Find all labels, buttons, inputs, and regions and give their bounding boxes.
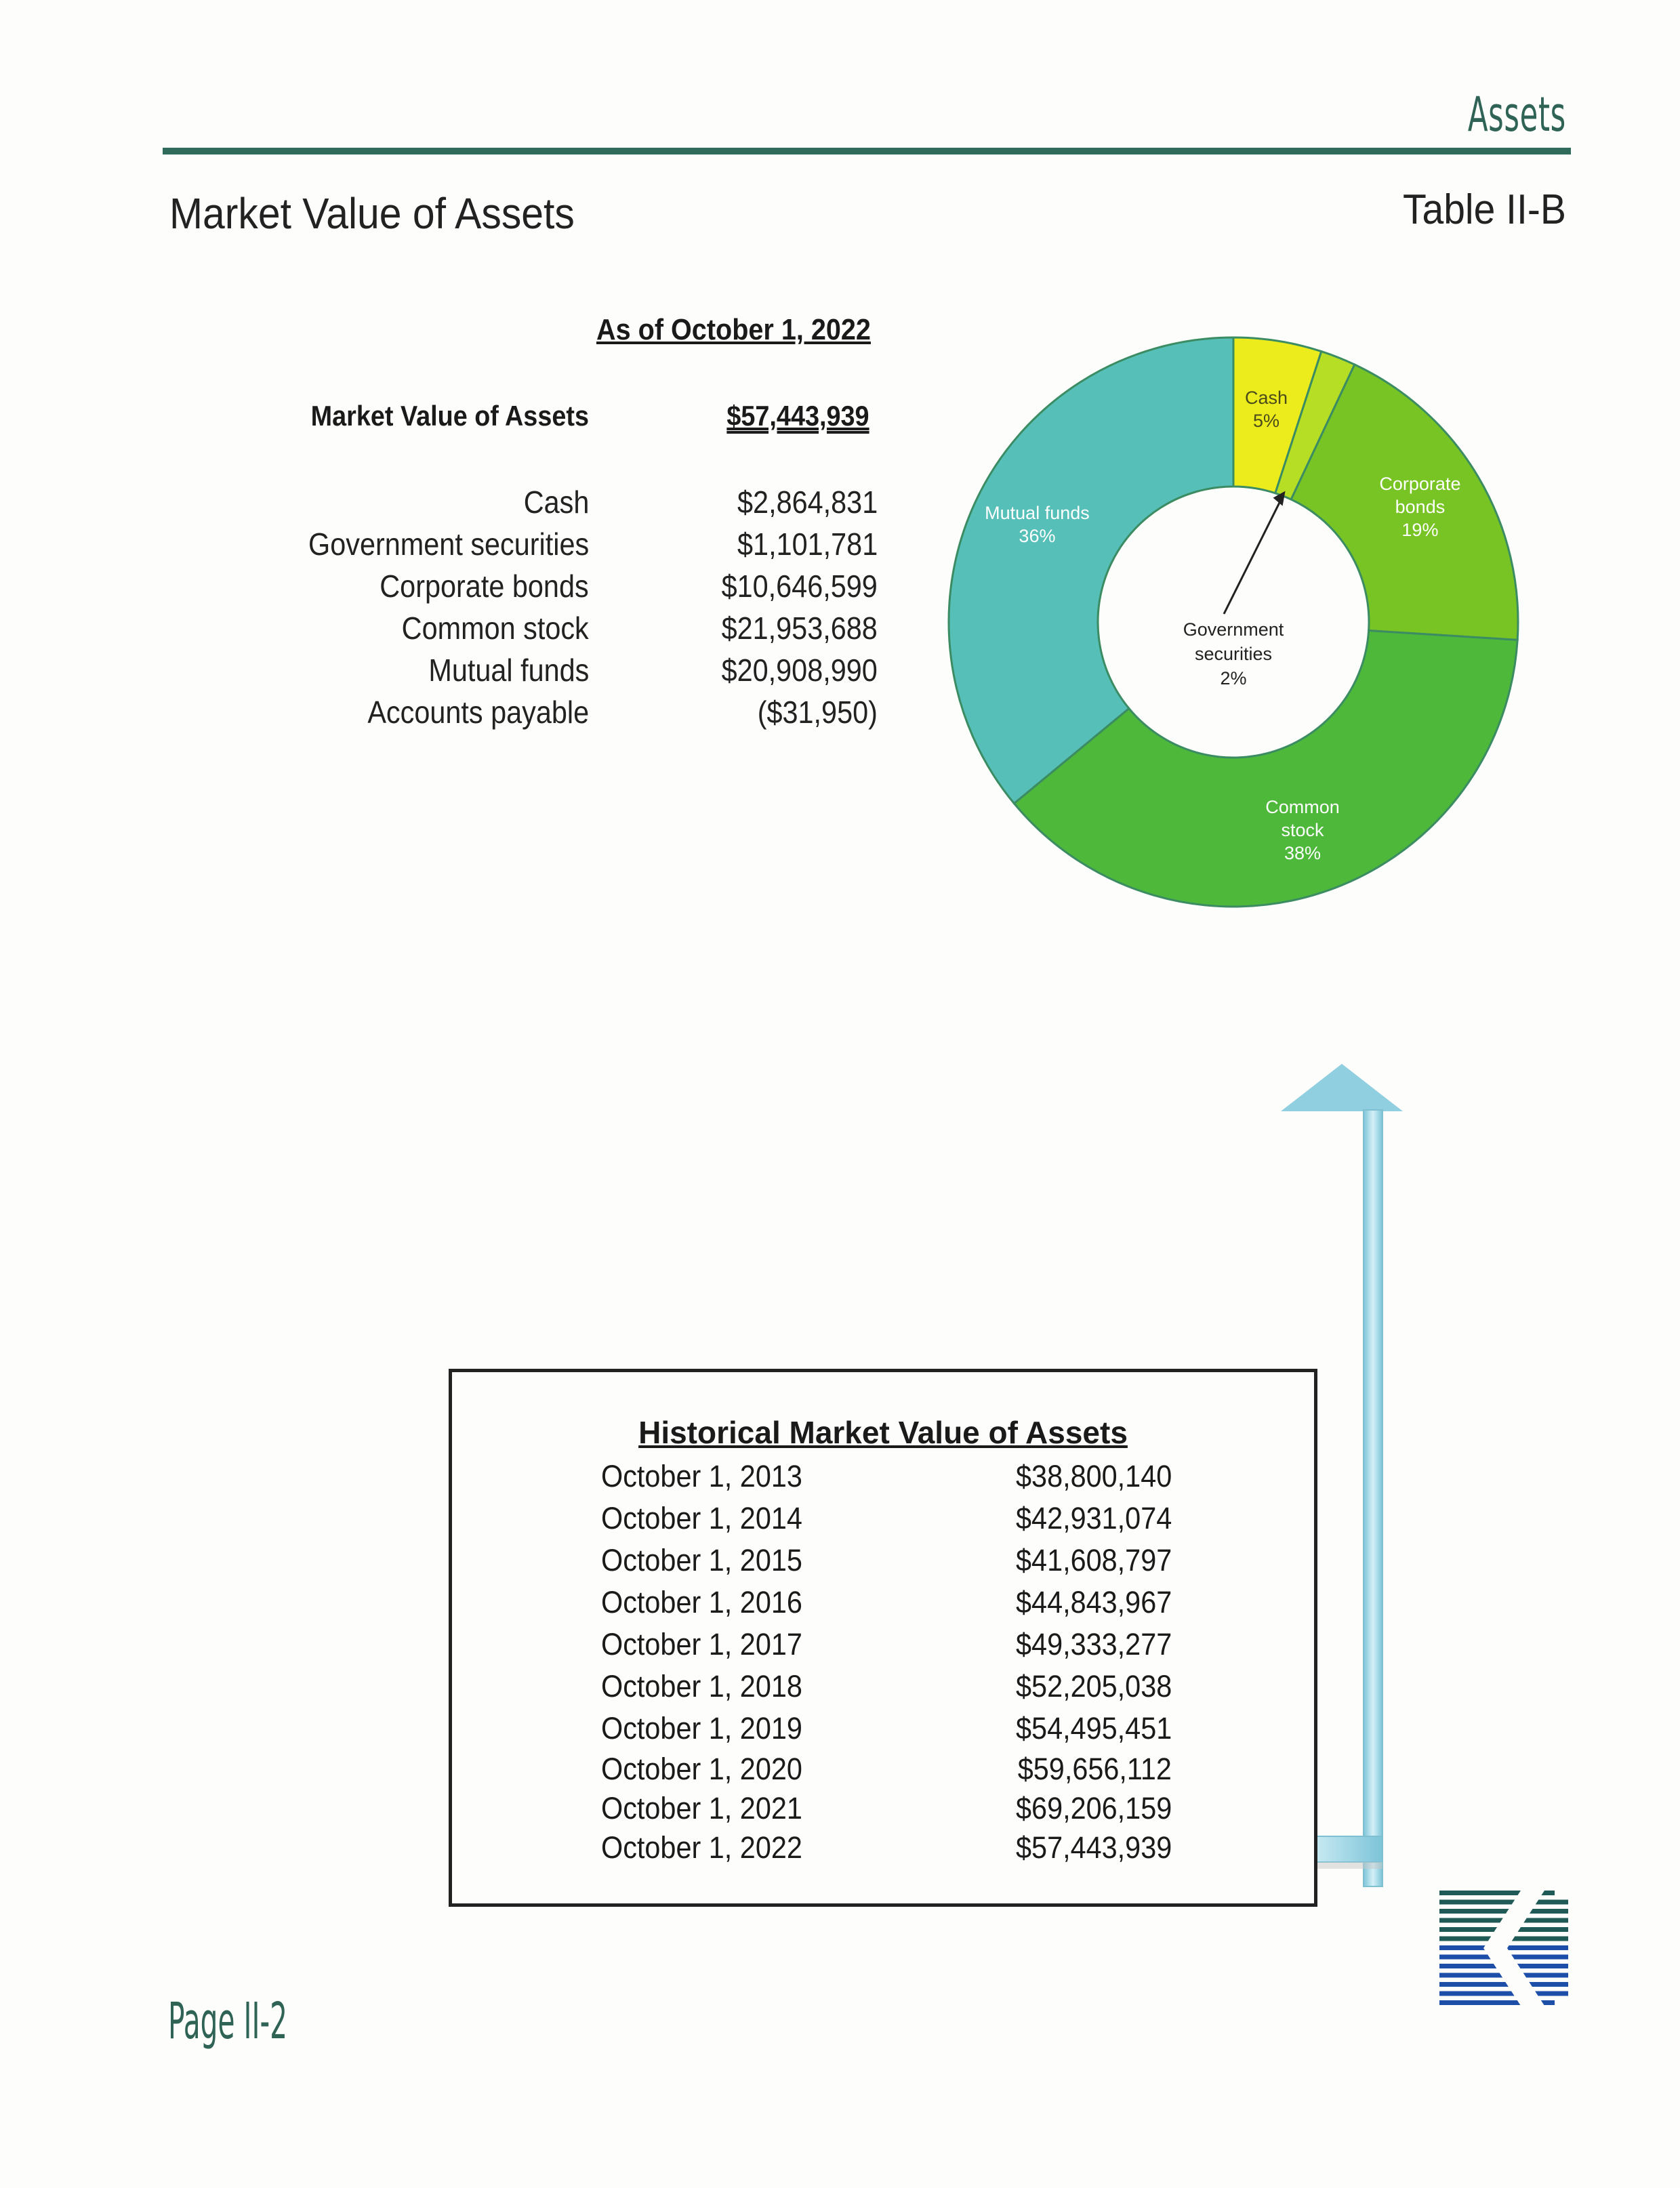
page-number: Page II-2 (168, 1992, 288, 2050)
logo-stripe (1439, 1900, 1568, 1905)
history-value: $44,843,967 (1015, 1585, 1172, 1619)
history-row (452, 1627, 1314, 1668)
logo-stripe (1439, 1991, 1568, 1996)
asset-allocation-chart (942, 331, 1525, 913)
history-date: October 1, 2018 (601, 1669, 802, 1704)
donut-label: Cash 5% (1244, 387, 1288, 431)
history-row (452, 1459, 1314, 1500)
summary-row-value: $10,646,599 (721, 569, 878, 604)
history-row (452, 1711, 1314, 1752)
history-value: $38,800,140 (1015, 1459, 1172, 1493)
summary-row-value: $1,101,781 (737, 527, 878, 562)
history-row (452, 1830, 1314, 1871)
history-value: $49,333,277 (1015, 1627, 1172, 1661)
summary-row-label: Cash (523, 484, 589, 520)
callout-line (1224, 497, 1283, 614)
history-row (452, 1543, 1314, 1584)
summary-row-value: $2,864,831 (737, 484, 878, 520)
history-date: October 1, 2016 (601, 1585, 802, 1619)
history-row (452, 1669, 1314, 1710)
summary-row-label: Accounts payable (367, 695, 589, 730)
header-rule (163, 148, 1571, 154)
summary-row-value: ($31,950) (757, 695, 878, 730)
section-title: Assets (1468, 87, 1566, 142)
history-row (452, 1791, 1314, 1832)
history-value: $42,931,074 (1015, 1501, 1172, 1535)
history-date: October 1, 2015 (601, 1543, 802, 1577)
logo-stripe (1439, 1909, 1568, 1914)
summary-row-label: Government securities (308, 527, 589, 562)
history-value: $59,656,112 (1017, 1752, 1172, 1786)
summary-row-label: Mutual funds (428, 653, 589, 688)
history-value: $57,443,939 (1015, 1830, 1172, 1865)
logo-stripe (1439, 1982, 1568, 1987)
history-title: Historical Market Value of Assets (638, 1415, 1128, 1450)
donut-label: Mutual funds 36% (985, 502, 1090, 546)
table-label: Table II-B (1403, 186, 1566, 233)
historical-values-box (449, 1369, 1317, 1907)
history-date: October 1, 2022 (601, 1830, 802, 1865)
donut-label-government: Government securities 2% (1183, 619, 1284, 688)
donut-svg (942, 331, 1525, 913)
history-date: October 1, 2014 (601, 1501, 802, 1535)
total-label: Market Value of Assets (310, 400, 589, 432)
history-value: $41,608,797 (1015, 1543, 1172, 1577)
as-of-heading: As of October 1, 2022 (596, 313, 871, 346)
history-date: October 1, 2020 (601, 1752, 802, 1786)
summary-row-value: $20,908,990 (721, 653, 878, 688)
history-value: $54,495,451 (1015, 1711, 1172, 1746)
donut-label: Common stock 38% (1265, 796, 1340, 863)
history-date: October 1, 2017 (601, 1627, 802, 1661)
history-row (452, 1501, 1314, 1542)
history-date: October 1, 2013 (601, 1459, 802, 1493)
total-value: $57,443,939 (726, 400, 869, 432)
history-row (452, 1585, 1314, 1626)
summary-row-value: $21,953,688 (721, 611, 878, 646)
donut-slice-mutual-funds (949, 337, 1233, 804)
company-logo (1439, 1884, 1568, 2012)
history-date: October 1, 2019 (601, 1711, 802, 1746)
history-date: October 1, 2021 (601, 1791, 802, 1825)
history-value: $69,206,159 (1015, 1791, 1172, 1825)
donut-label: Corporate bonds 19% (1379, 474, 1461, 541)
summary-row-label: Corporate bonds (380, 569, 589, 604)
history-value: $52,205,038 (1015, 1669, 1172, 1704)
history-row (452, 1752, 1314, 1792)
page-title: Market Value of Assets (169, 189, 575, 238)
summary-row-label: Common stock (401, 611, 589, 646)
